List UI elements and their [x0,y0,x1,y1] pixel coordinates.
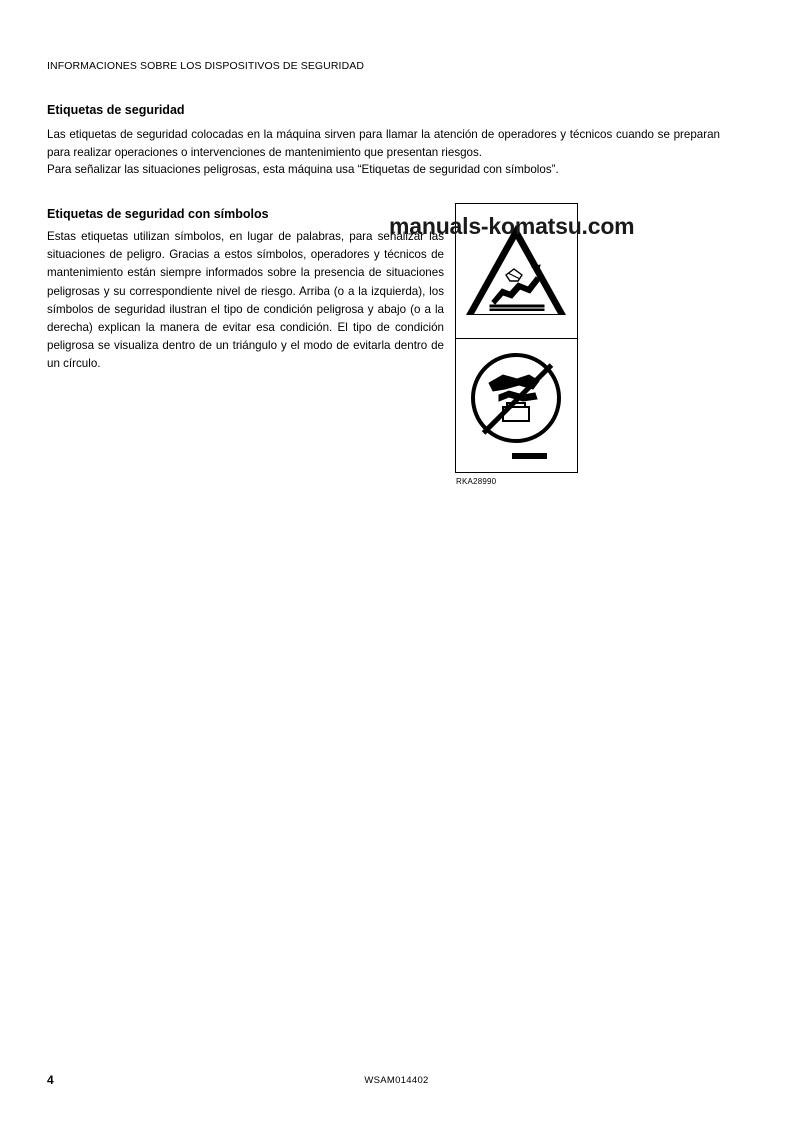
section-title-safety-labels: Etiquetas de seguridad [47,103,185,117]
figure-caption: RKA28990 [456,477,497,486]
hazard-warning-triangle-icon [466,225,567,317]
figure-divider [455,338,578,339]
page-number: 4 [47,1073,54,1087]
footer-document-code: WSAM014402 [364,1075,429,1086]
prohibition-circle-icon [471,353,563,445]
page-header: INFORMACIONES SOBRE LOS DISPOSITIVOS DE SEGURIDAD [47,60,365,72]
section-title-symbol-labels: Etiquetas de seguridad con símbolos [47,207,269,221]
figure-inner-code: 09651-A0481 [512,453,548,459]
safety-label-figure [455,203,580,486]
paragraph-safety-labels-intro: Las etiquetas de seguridad colocadas en la máquina sirven para llamar la atención de operadores y técnicos cuando se preparan para realizar operaciones o intervenciones de mantenimiento que presentan riesgos. [47,128,720,159]
paragraph-safety-labels-symbols-note: Para señalizar las situaciones peligrosas, esta máquina usa “Etiquetas de seguridad con símbolos”. [47,163,559,176]
paragraph-symbol-labels-body: Estas etiquetas utilizan símbolos, en lugar de palabras, para señalizar las situaciones de peligro. Gracias a estos símbolos, operadores y técnicos de mantenimiento están siempre informados sobre la presencia de situaciones peligrosas y su correspondiente nivel de riesgo. Arriba (o a la izquierda), los símbolos de seguridad ilustran el tipo de condición peligrosa y abajo (o a la derecha) explican la manera de evitar esa condición. El tipo de condición peligrosa se visualiza dentro de un triángulo y el modo de evitarla dentro de un círculo. [47,230,444,371]
watermark-text: manuals-komatsu.com [389,213,635,239]
